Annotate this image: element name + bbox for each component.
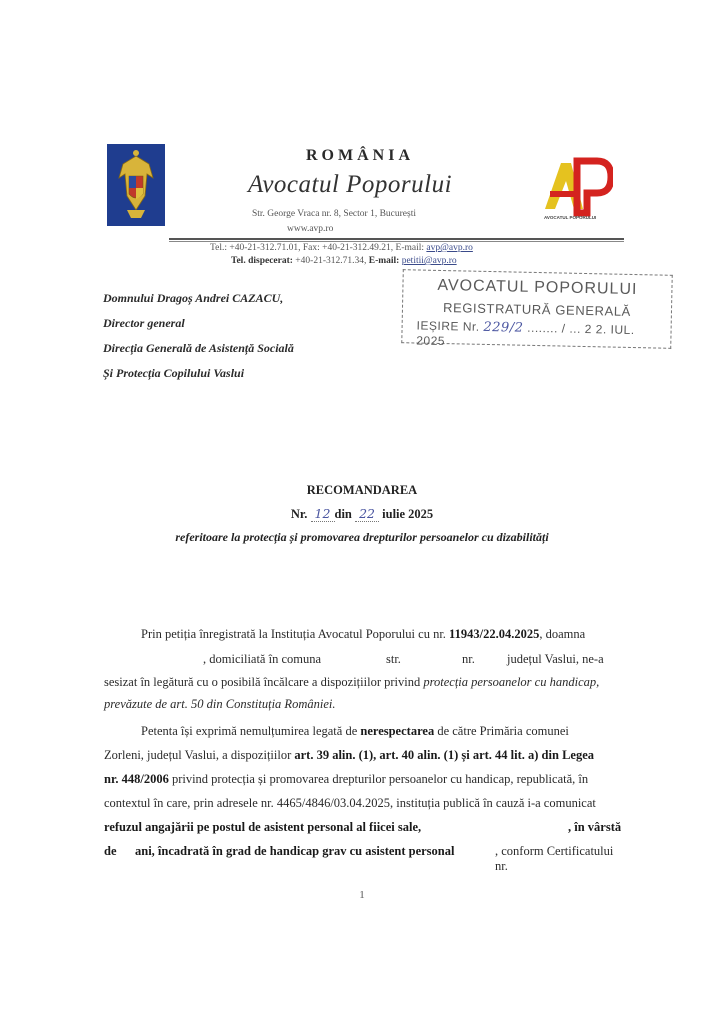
- din-label: din: [334, 507, 352, 521]
- p1-text-a: Prin petiția înregistrată la Instituția Avocatul Poporului cu nr.: [141, 627, 450, 641]
- day-handwritten: 22: [355, 506, 379, 522]
- stamp-handwritten-number: 229/2: [483, 319, 524, 336]
- p1-text-e: str.: [386, 652, 401, 666]
- dispatch-label: Tel. dispecerat:: [231, 256, 293, 266]
- p1-text-c: , doamna: [539, 627, 586, 641]
- p2-text-e: art. 39 alin. (1), art. 40 alin. (1) și art. 44 lit. a) din Legea: [294, 748, 594, 762]
- stamp-date-dots: ........ / ...: [523, 320, 585, 337]
- month-year: iulie 2025: [382, 507, 434, 521]
- romania-coat-of-arms-icon: [107, 144, 165, 226]
- p2-line-2: [104, 748, 629, 763]
- addressee-title: Director general: [103, 316, 185, 330]
- p2-line-4: [104, 796, 629, 811]
- p2-text-j: , în vârstă: [568, 820, 622, 834]
- p2-line-1: [141, 724, 631, 739]
- addressee-org-1: Direcția Generală de Asistență Socială: [103, 341, 294, 355]
- p1-line-4: [104, 697, 629, 712]
- p2-text-d: Zorleni, județul Vaslui, a dispozițiilor: [104, 748, 295, 762]
- p1-text-j: prevăzute de art. 50 din Constituția României.: [104, 697, 336, 711]
- logo-caption: AVOCATUL POPORULUI: [544, 215, 597, 220]
- header-divider: [169, 238, 624, 240]
- page-number: 1: [359, 889, 365, 901]
- stamp-exit-label: IEȘIRE Nr.: [416, 318, 480, 334]
- addressee-name: Domnului Dragoș Andrei CAZACU,: [103, 291, 284, 305]
- p1-text-h: sesizat în legătură cu o posibilă încălcare a dispozițiilor privind: [104, 675, 424, 689]
- p2-text-b: nerespectarea: [360, 724, 435, 738]
- addressee-org-2: Și Protecția Copilului Vaslui: [103, 366, 245, 380]
- petition-number: 11943/22.04.2025: [449, 627, 540, 641]
- header-divider-thin: [169, 241, 624, 242]
- p1-text-f: nr.: [462, 652, 475, 666]
- document-number-line: [0, 506, 724, 522]
- p2-text-h: contextul în care, prin adresele nr. 4465/4846/03.04.2025, instituția publică în cauză i-a comunicat: [104, 796, 596, 810]
- p1-text-i: protecția persoanelor cu handicap,: [423, 675, 600, 689]
- p2-text-l: ani, încadrată în grad de handicap grav cu asistent personal: [135, 844, 455, 858]
- p1-line-3: [104, 675, 629, 690]
- p2-line-5: [104, 820, 629, 835]
- p1-text-d: , domiciliată în comuna: [203, 652, 322, 666]
- stamp-date: 2 2. IUL. 2025: [416, 322, 635, 349]
- p2-text-f: nr. 448/2006: [104, 772, 169, 786]
- dispatch-phone: +40-21-312.71.34,: [292, 256, 369, 266]
- p2-line-6: [104, 844, 629, 873]
- email-link[interactable]: avp@avp.ro: [426, 243, 473, 253]
- contact-line-1: [210, 243, 570, 253]
- institution-website[interactable]: www.avp.ro: [287, 224, 334, 234]
- petitii-email-link[interactable]: petitii@avp.ro: [401, 256, 457, 266]
- email-label: E-mail:: [368, 256, 400, 266]
- nr-label: Nr.: [290, 507, 308, 521]
- registry-stamp: [401, 269, 672, 349]
- contact-line-2: [231, 256, 591, 266]
- stamp-line-1: AVOCATUL POPORULUI: [437, 276, 638, 299]
- p1-text-g: județul Vaslui, ne-a: [507, 652, 604, 666]
- document-subtitle: referitoare la protecția și promovarea drepturilor persoanelor cu dizabilități: [175, 530, 549, 544]
- p1-line-1: [141, 627, 631, 642]
- p2-text-k: de: [104, 844, 117, 858]
- nr-handwritten: 12: [311, 506, 335, 522]
- p2-line-3: [104, 772, 629, 787]
- contact-phone-fax: Tel.: +40-21-312.71.01, Fax: +40-21-312.49.21, E-mail:: [210, 243, 427, 253]
- p2-text-m: , conform Certificatului nr.: [495, 844, 614, 873]
- document-title: RECOMANDAREA: [306, 483, 418, 497]
- p2-text-i: refuzul angajării pe postul de asistent personal al fiicei sale,: [104, 820, 422, 834]
- p2-text-c: de către Primăria comunei: [434, 724, 569, 738]
- institution-name: Avocatul Poporului: [247, 171, 453, 198]
- stamp-line-3: [416, 318, 667, 352]
- institution-address: Str. George Vraca nr. 8, Sector 1, București: [252, 209, 416, 219]
- stamp-line-2: REGISTRATURĂ GENERALĂ: [442, 300, 632, 319]
- p2-text-a: Petenta își exprimă nemulțumirea legată de: [141, 724, 361, 738]
- country-name: ROMÂNIA: [306, 147, 414, 164]
- p2-text-g: privind protecția și promovarea drepturilor persoanelor cu handicap, republicată, în: [168, 772, 589, 786]
